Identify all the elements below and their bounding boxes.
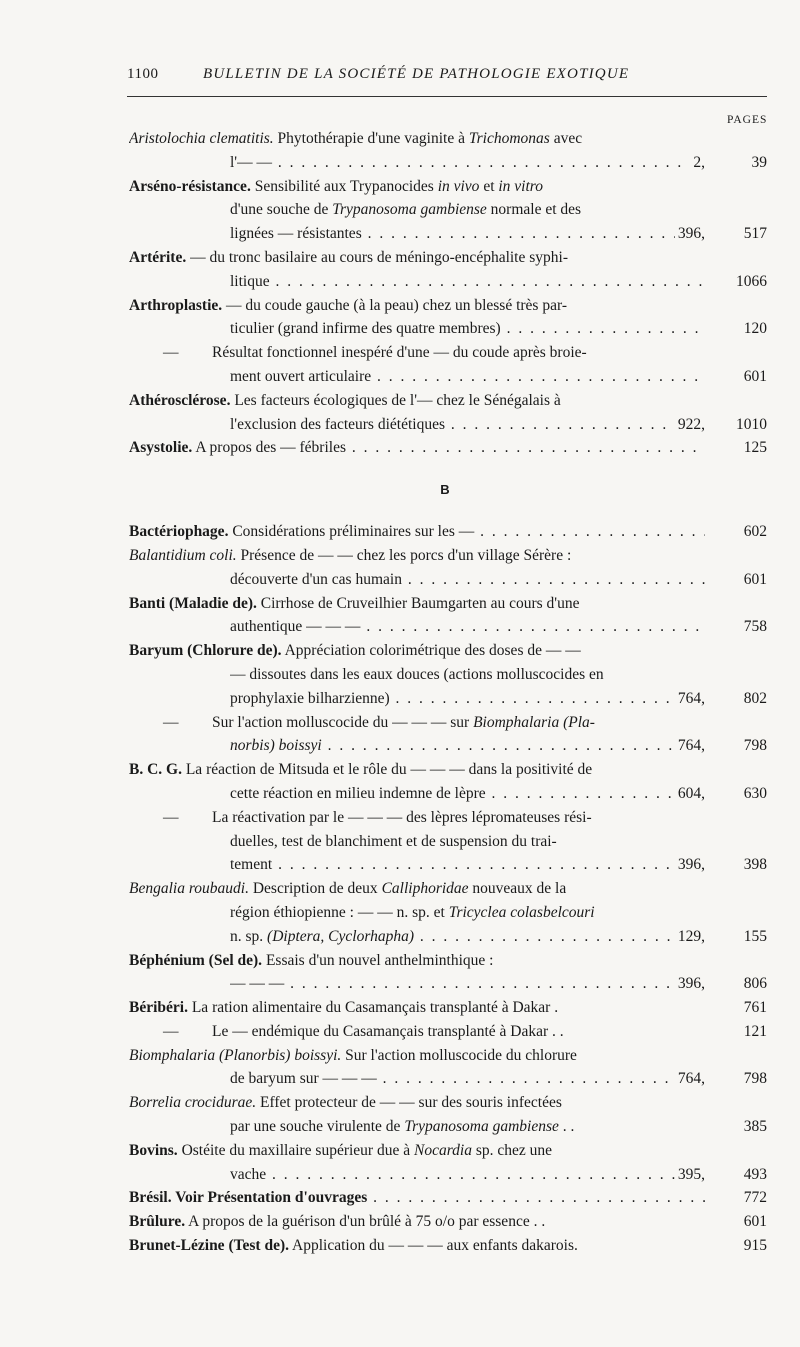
- entry-page: 915: [743, 1237, 767, 1255]
- entry-page: 1066: [736, 272, 767, 290]
- entry-text: vache . . .: [230, 1163, 705, 1187]
- index-line: [0, 996, 800, 1020]
- entry-page: 385: [743, 1118, 767, 1136]
- entry-text: Béphénium (Sel de). Essais d'un nouvel anthelminthique :: [129, 951, 494, 969]
- entry-text: l'exclusion des facteurs diététiques . . .: [230, 413, 705, 437]
- entry-page: 125: [743, 439, 767, 457]
- entry-page: 517: [743, 225, 767, 243]
- entry-ref: 396,: [675, 972, 705, 996]
- entry-text: prophylaxie bilharzienne) . . .: [230, 687, 705, 711]
- entry-page: 630: [743, 784, 767, 802]
- index-line: [0, 365, 800, 389]
- entry-text: Bengalia roubaudi. Description de deux Calliphoridae nouveaux de la: [129, 880, 567, 898]
- entry-text: Le — endémique du Casamançais transplanté à Dakar . .: [212, 1022, 564, 1040]
- entry-ref: 764,: [675, 1067, 705, 1091]
- entry-text: authentique — — — . . .: [230, 615, 705, 639]
- entry-text: Athérosclérose. Les facteurs écologiques de l'— chez le Sénégalais à: [129, 391, 561, 409]
- entry-text: Résultat fonctionnel inespéré d'une — du coude après broie-: [212, 344, 587, 362]
- entries-b: [0, 520, 800, 1258]
- page-number: 1100: [127, 66, 159, 82]
- entry-page: 155: [743, 927, 767, 945]
- section-letter: B: [440, 482, 450, 498]
- entry-page: 121: [743, 1022, 767, 1040]
- entry-text: norbis) boissyi . . .: [230, 734, 705, 758]
- index-line: [0, 592, 800, 616]
- index-line: [0, 1234, 800, 1258]
- entry-text: ment ouvert articulaire . . .: [230, 365, 705, 389]
- entry-page: 601: [743, 570, 767, 588]
- entry-text: Bactériophage. Considérations préliminaires sur les — . . .: [129, 520, 705, 544]
- index-line: [0, 198, 800, 222]
- repeat-dash: —: [163, 713, 179, 731]
- entry-text: Brûlure. A propos de la guérison d'un brûlé à 75 o/o par essence . .: [129, 1213, 546, 1231]
- entry-page: 120: [743, 320, 767, 338]
- index-line: [0, 1139, 800, 1163]
- entry-text: ticulier (grand infirme des quatre membres) . . .: [230, 317, 705, 341]
- entry-text: Béribéri. La ration alimentaire du Casamançais transplanté à Dakar .: [129, 999, 559, 1017]
- entry-page: 758: [743, 618, 767, 636]
- entry-page: 1010: [736, 415, 767, 433]
- entry-text: lignées — résistantes . . .: [230, 222, 705, 246]
- index-line: [0, 175, 800, 199]
- index-line: [0, 711, 800, 735]
- index-line: [0, 925, 800, 949]
- index-line: [0, 830, 800, 854]
- index-line: [0, 317, 800, 341]
- repeat-dash: —: [163, 1022, 179, 1040]
- pages-column-label: PAGES: [727, 114, 768, 126]
- entry-ref: 396,: [675, 853, 705, 877]
- entry-ref: 2,: [690, 151, 705, 175]
- index-line: [0, 436, 800, 460]
- index-line: [0, 544, 800, 568]
- index-line: [0, 901, 800, 925]
- entry-text: n. sp. (Diptera, Cyclorhapha) . . .: [230, 925, 705, 949]
- repeat-dash: —: [163, 344, 179, 362]
- entry-ref: 129,: [675, 925, 705, 949]
- entry-text: duelles, test de blanchiment et de suspension du trai-: [230, 832, 557, 850]
- entry-page: 601: [743, 1213, 767, 1231]
- entry-text: cette réaction en milieu indemne de lèpre . . .: [230, 782, 705, 806]
- entry-text: La réactivation par le — — — des lèpres lépromateuses rési-: [212, 808, 592, 826]
- index-line: [0, 341, 800, 365]
- entry-page: 798: [743, 1070, 767, 1088]
- index-line: [0, 782, 800, 806]
- index-line: [0, 1091, 800, 1115]
- index-line: [0, 663, 800, 687]
- entry-text: Artérite. — du tronc basilaire au cours de méningo-encéphalite syphi-: [129, 248, 568, 266]
- entry-page: 39: [751, 153, 767, 171]
- entry-ref: 604,: [675, 782, 705, 806]
- repeat-dash: —: [163, 808, 179, 826]
- index-line: [0, 413, 800, 437]
- index-entries: [0, 127, 800, 1258]
- index-line: [0, 151, 800, 175]
- index-line: [0, 1163, 800, 1187]
- index-line: [0, 270, 800, 294]
- entry-text: Sur l'action molluscocide du — — — sur Biomphalaria (Pla-: [212, 713, 595, 731]
- index-line: [0, 568, 800, 592]
- index-line: [0, 1067, 800, 1091]
- entry-text: Arséno-résistance. Sensibilité aux Trypanocides in vivo et in vitro: [129, 177, 544, 195]
- index-line: [0, 972, 800, 996]
- index-line: [0, 687, 800, 711]
- index-line: [0, 294, 800, 318]
- entry-text: — dissoutes dans les eaux douces (actions molluscocides en: [230, 665, 604, 683]
- entry-text: Balantidium coli. Présence de — — chez les porcs d'un village Sérère :: [129, 546, 572, 564]
- journal-title: BULLETIN DE LA SOCIÉTÉ DE PATHOLOGIE EXOTIQUE: [203, 66, 630, 82]
- entry-ref: 396,: [675, 222, 705, 246]
- entry-text: Bovins. Ostéite du maxillaire supérieur due à Nocardia sp. chez une: [129, 1141, 553, 1159]
- index-line: [0, 1020, 800, 1044]
- entry-ref: 395,: [675, 1163, 705, 1187]
- index-line: [0, 246, 800, 270]
- index-line: [0, 1044, 800, 1068]
- entry-text: d'une souche de Trypanosoma gambiense normale et des: [230, 201, 582, 219]
- index-line: [0, 389, 800, 413]
- entry-text: Brunet-Lézine (Test de). Application du — — — aux enfants dakarois.: [129, 1237, 578, 1255]
- index-line: [0, 222, 800, 246]
- entry-text: région éthiopienne : — — n. sp. et Tricyclea colasbelcouri: [230, 903, 595, 921]
- header-rule: [127, 96, 767, 97]
- entry-ref: 922,: [675, 413, 705, 437]
- entry-text: tement . . .: [230, 853, 705, 877]
- index-line: [0, 949, 800, 973]
- entry-page: 602: [743, 523, 767, 541]
- entry-text: de baryum sur — — — . . .: [230, 1067, 705, 1091]
- entry-page: 493: [743, 1165, 767, 1183]
- index-line: [0, 615, 800, 639]
- entry-text: — — — . . .: [230, 972, 705, 996]
- entry-text: B. C. G. La réaction de Mitsuda et le rôle du — — — dans la positivité de: [129, 761, 593, 779]
- entry-text: litique . . .: [230, 270, 705, 294]
- entry-text: Baryum (Chlorure de). Appréciation colorimétrique des doses de — —: [129, 642, 581, 660]
- index-line: [0, 806, 800, 830]
- entry-page: 601: [743, 367, 767, 385]
- index-line: [0, 1186, 800, 1210]
- index-line: [0, 1115, 800, 1139]
- entry-text: Arthroplastie. — du coude gauche (à la peau) chez un blessé très par-: [129, 296, 567, 314]
- entry-text: l'— — . . .: [230, 151, 705, 175]
- entry-text: Brésil. Voir Présentation d'ouvrages . . .: [129, 1186, 705, 1210]
- index-line: [0, 734, 800, 758]
- index-line: [0, 853, 800, 877]
- entry-page: 806: [743, 975, 767, 993]
- entry-text: Borrelia crocidurae. Effet protecteur de — — sur des souris infectées: [129, 1094, 562, 1112]
- index-line: [0, 877, 800, 901]
- entry-page: 761: [743, 999, 767, 1017]
- index-line: [0, 1210, 800, 1234]
- entry-text: Banti (Maladie de). Cirrhose de Cruveilhier Baumgarten au cours d'une: [129, 594, 580, 612]
- entry-text: Aristolochia clematitis. Phytothérapie d'une vaginite à Trichomonas avec: [129, 130, 583, 147]
- index-line: [0, 127, 800, 151]
- entry-page: 398: [743, 856, 767, 874]
- entry-text: découverte d'un cas humain . . .: [230, 568, 705, 592]
- entry-page: 772: [743, 1189, 767, 1207]
- entry-text: Asystolie. A propos des — fébriles . . .: [129, 436, 705, 460]
- entry-ref: 764,: [675, 734, 705, 758]
- entry-text: Biomphalaria (Planorbis) boissyi. Sur l'action molluscocide du chlorure: [129, 1046, 577, 1064]
- entry-page: 798: [743, 737, 767, 755]
- entry-ref: 764,: [675, 687, 705, 711]
- index-line: [0, 520, 800, 544]
- index-line: [0, 758, 800, 782]
- index-line: [0, 639, 800, 663]
- entry-text: par une souche virulente de Trypanosoma gambiense . .: [230, 1118, 575, 1136]
- entry-page: 802: [743, 689, 767, 707]
- entries-a: [0, 127, 800, 460]
